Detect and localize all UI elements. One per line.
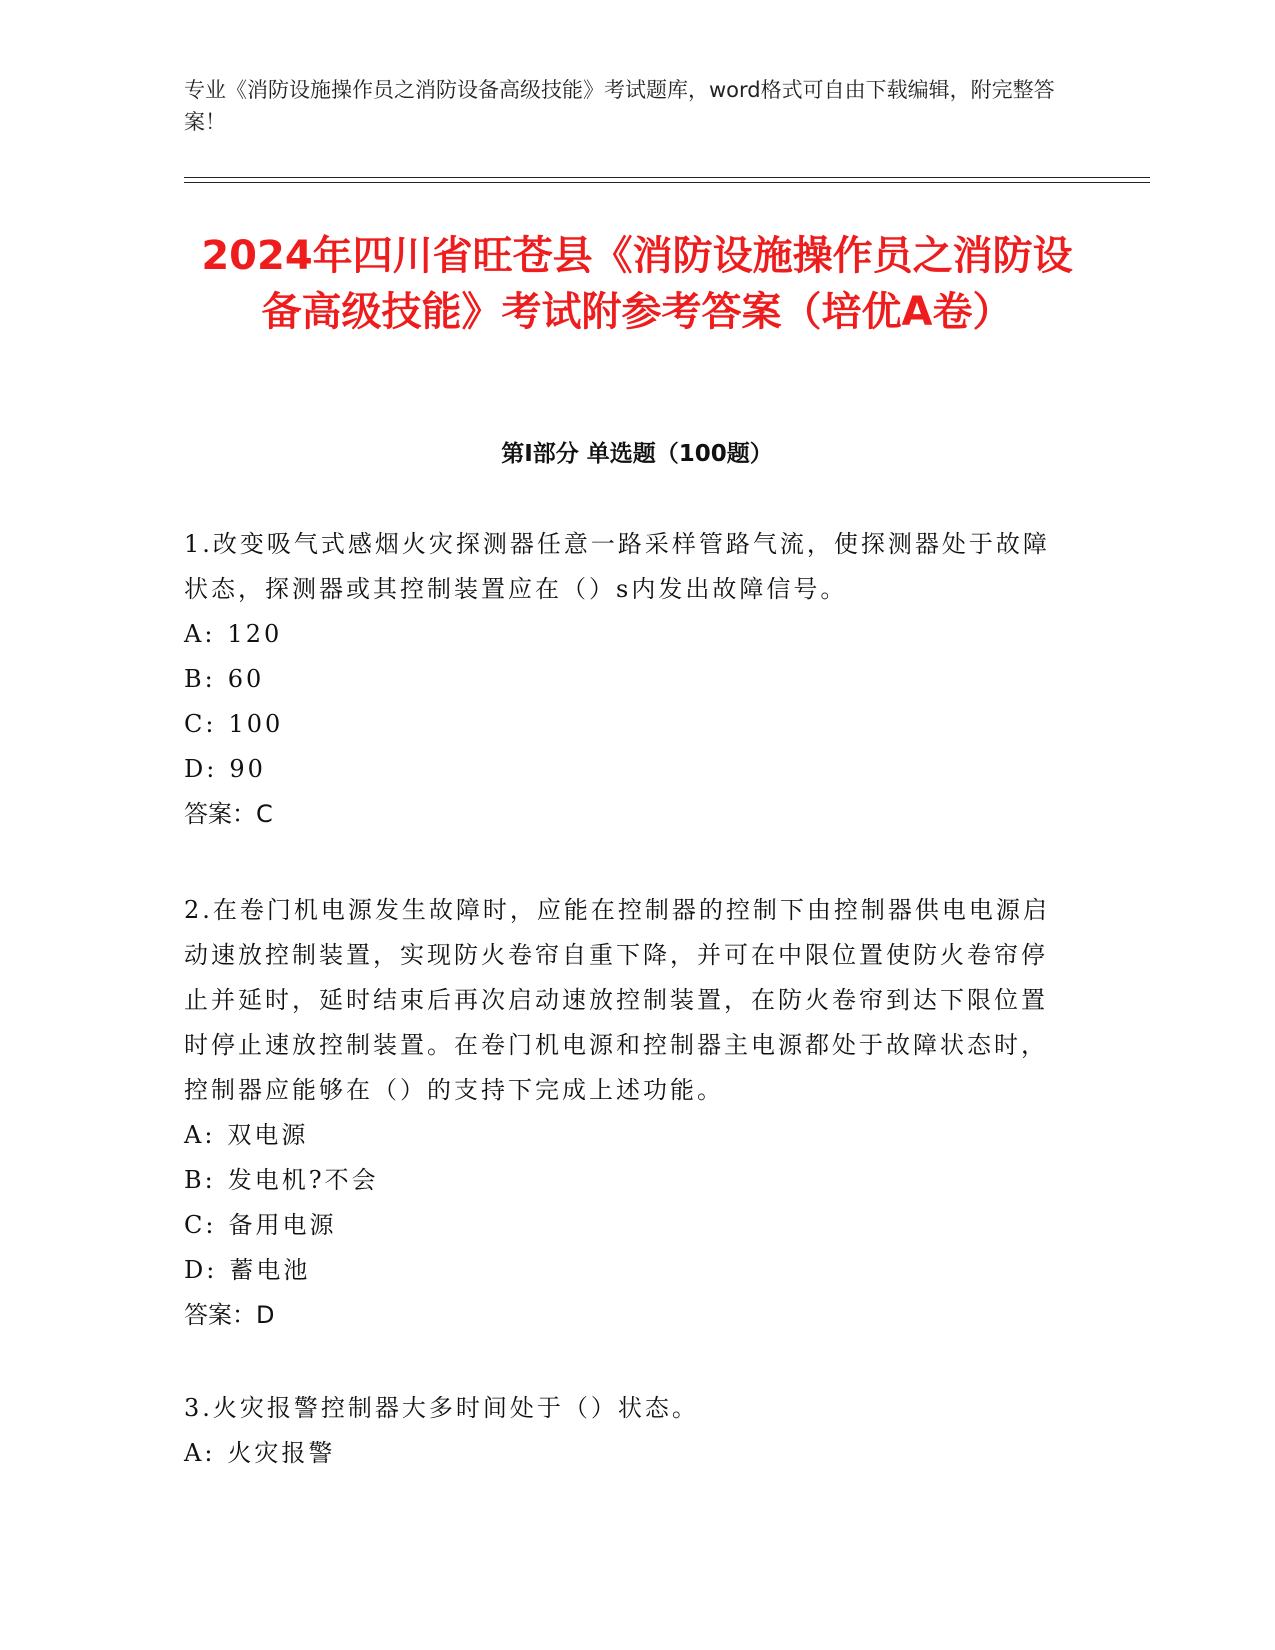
option-text: 发电机?不会 (227, 1166, 379, 1194)
option-label: D: (184, 1256, 218, 1284)
option-b (184, 657, 1064, 702)
question-2 (184, 888, 1064, 1338)
option-label: A: (184, 1121, 216, 1149)
question-stem: 3.火灾报警控制器大多时间处于（）状态。 (184, 1394, 699, 1422)
option-c (184, 702, 1064, 747)
option-text: 120 (227, 620, 283, 648)
option-text: 90 (229, 755, 266, 783)
header-note: 专业《消防设施操作员之消防设备高级技能》考试题库，word格式可自由下载编辑，附完整答案！ (184, 78, 1055, 134)
option-text: 双电源 (227, 1121, 309, 1149)
answer-line: 答案：C (184, 800, 273, 828)
option-d (184, 1248, 1064, 1293)
option-d (184, 747, 1064, 792)
option-label: B: (184, 1166, 216, 1194)
option-text: 蓄电池 (229, 1256, 311, 1284)
option-text: 60 (227, 665, 265, 693)
option-c (184, 1203, 1064, 1248)
option-label: A: (184, 620, 216, 648)
question-3 (184, 1386, 1064, 1476)
section-heading: 第I部分 单选题（100题） (501, 441, 773, 467)
document-title: 2024年四川省旺苍县《消防设施操作员之消防设备高级技能》考试附参考答案（培优A卷） (201, 233, 1073, 335)
header-divider-top (184, 177, 1150, 178)
question-stem: 2.在卷门机电源发生故障时，应能在控制器的控制下由控制器供电电源启动速放控制装置，实现防火卷帘自重下降，并可在中限位置使防火卷帘停止并延时，延时结束后再次启动速放控制装置，在防火卷帘到达下限位置时停止速放控制装置。在卷门机电源和控制器主电源都处于故障状态时，控制器应能够在（）的支持下完成上述功能。 (184, 896, 1050, 1104)
option-a (184, 1113, 1064, 1158)
header-divider-bottom (184, 182, 1150, 183)
option-label: C: (184, 710, 217, 738)
option-a (184, 612, 1064, 657)
option-label: A: (184, 1439, 216, 1467)
option-text: 备用电源 (228, 1211, 337, 1239)
question-stem: 1.改变吸气式感烟火灾探测器任意一路采样管路气流，使探测器处于故障状态，探测器或其控制装置应在（）s内发出故障信号。 (184, 530, 1050, 603)
option-text: 火灾报警 (227, 1439, 336, 1467)
option-label: C: (184, 1211, 217, 1239)
option-label: D: (184, 755, 218, 783)
question-1 (184, 522, 1064, 837)
option-label: B: (184, 665, 216, 693)
option-a (184, 1431, 1064, 1476)
option-b (184, 1158, 1064, 1203)
option-text: 100 (228, 710, 284, 738)
answer-line: 答案：D (184, 1301, 275, 1329)
